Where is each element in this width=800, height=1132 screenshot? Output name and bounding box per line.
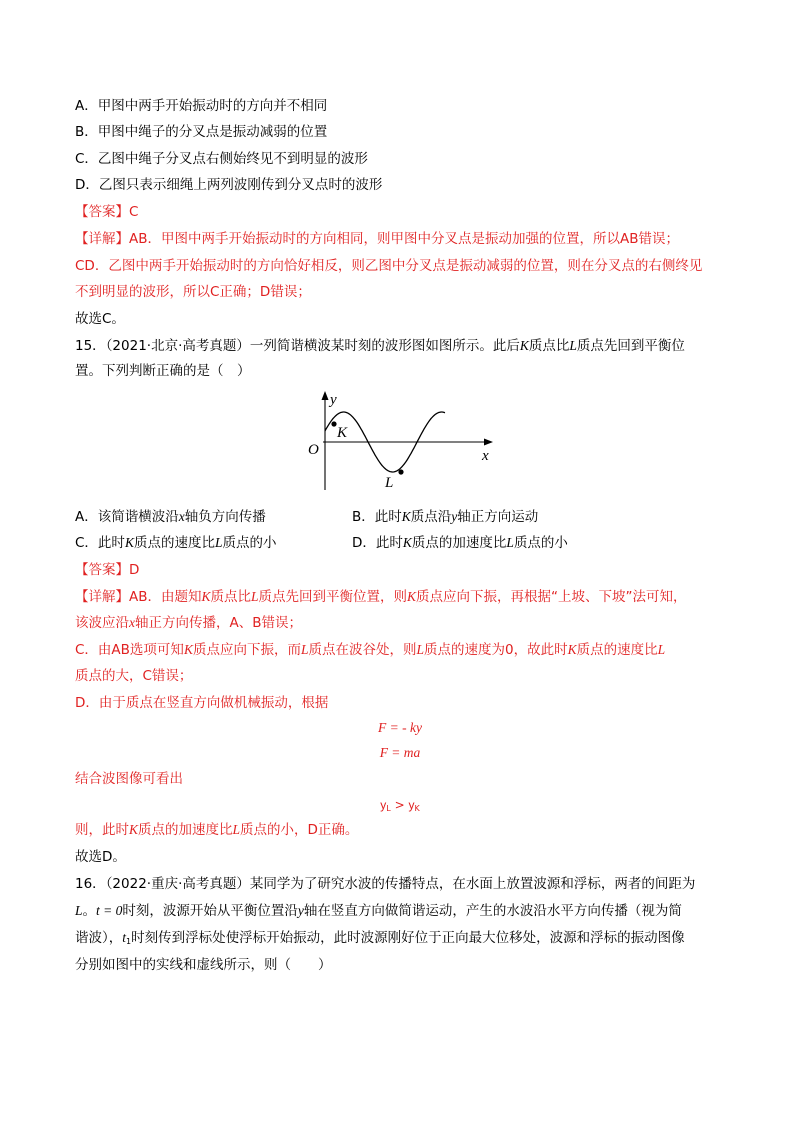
question-number: 16． — [75, 876, 106, 892]
equation-hooke: F = - ky — [378, 720, 422, 735]
q15-stem-line-2: 置。下列判断正确的是（ ） — [75, 363, 251, 379]
q15-option-a: A．该简谐横波沿x轴负方向传播 — [75, 509, 266, 525]
q14-option-c: C．乙图中绳子分叉点右侧始终见不到明显的波形 — [75, 151, 368, 167]
q15-detail-2: 该波应沿x轴正方向传播，A、B错误； — [75, 615, 302, 631]
q15-detail-4: 质点的大，C错误； — [75, 668, 193, 684]
q14-detail-3: 不到明显的波形，所以C正确；D错误； — [75, 284, 311, 300]
q15-detail-7: 则，此时K质点的加速度比L质点的小，D正确。 — [75, 822, 359, 838]
q15-options-row-1 — [75, 507, 266, 527]
question-source: （2022·重庆·高考真题） — [105, 876, 250, 892]
q16-stem-line-1: 16．（2022·重庆·高考真题）某同学为了研究水波的传播特点，在水面上放置波源和浮标，两者的间距为 — [75, 876, 696, 892]
q16-stem-line-4: 分别如图中的实线和虚线所示，则（ ） — [75, 957, 332, 973]
q14-option-b: B．甲图中绳子的分叉点是振动减弱的位置 — [75, 124, 328, 140]
q15-option-b: B．此时K质点沿y轴正方向运动 — [352, 509, 539, 525]
q14-conclusion: 故选C。 — [75, 311, 125, 327]
q15-stem-line-1: 15．（2021·北京·高考真题）一列简谐横波某时刻的波形图如图所示。此后K质点比L质点先回到平衡位 — [75, 338, 685, 354]
q14-option-d: D．乙图只表示细绳上两列波刚传到分叉点时的波形 — [75, 177, 383, 193]
x-axis-arrow — [484, 439, 493, 446]
answer-value: C — [129, 204, 139, 220]
y-axis-label: y — [330, 392, 337, 408]
point-k — [331, 421, 336, 426]
q14-option-a: A．甲图中两手开始振动时的方向并不相同 — [75, 98, 328, 114]
q14-detail-2: CD．乙图中两手开始振动时的方向恰好相反，则乙图中分叉点是振动减弱的位置，则在分叉点的右侧终见 — [75, 258, 703, 274]
detail-label: 【详解】 — [75, 231, 129, 247]
detail-label: 【详解】 — [75, 589, 129, 605]
q16-stem-line-3: 谐波），$t_1$时刻传到浮标处使浮标开始振动，此时波源刚好位于正向最大位移处，波源和浮标的振动图像 — [75, 930, 685, 946]
l-label: L — [385, 475, 394, 491]
answer-label: 【答案】 — [75, 204, 129, 220]
x-axis-label: x — [482, 448, 489, 464]
question-number: 15． — [75, 338, 106, 354]
point-l — [398, 469, 403, 474]
equation-newton: F = ma — [379, 745, 421, 760]
q16-stem-line-2: L。t = 0时刻，波源开始从平衡位置沿y轴在竖直方向做简谐运动，产生的水波沿水平方向传播（视为简 — [75, 903, 682, 919]
q15-conclusion: 故选D。 — [75, 849, 126, 865]
y-axis-arrow — [322, 391, 329, 400]
answer-value: D — [129, 562, 140, 578]
wave-figure — [305, 390, 505, 494]
k-label: K — [337, 425, 348, 441]
q15-answer — [75, 560, 139, 580]
inequality: $y_L > y_K$ — [380, 798, 420, 813]
q15-option-c: C．此时K质点的速度比L质点的小 — [75, 535, 277, 551]
q15-detail-5: D．由于质点在竖直方向做机械振动，根据 — [75, 695, 329, 711]
q15-option-d: D．此时K质点的加速度比L质点的小 — [352, 535, 568, 551]
q14-answer — [75, 202, 138, 222]
answer-label: 【答案】 — [75, 562, 129, 578]
question-source: （2021·北京·高考真题） — [105, 338, 250, 354]
q15-detail-1: 【详解】AB．由题知K质点比L质点先回到平衡位置，则K质点应向下振，再根据“上坡、下坡”法可知， — [75, 589, 687, 605]
q15-detail-3: C．由AB选项可知K质点应向下振，而L质点在波谷处，则L质点的速度为0，故此时K质点的速度比L — [75, 642, 666, 658]
q15-detail-6: 结合波图像可看出 — [75, 771, 183, 787]
origin-label: O — [308, 442, 319, 458]
q14-detail-1: 【详解】AB．甲图中两手开始振动时的方向相同，则甲图中分叉点是振动加强的位置，所以AB错误； — [75, 231, 679, 247]
